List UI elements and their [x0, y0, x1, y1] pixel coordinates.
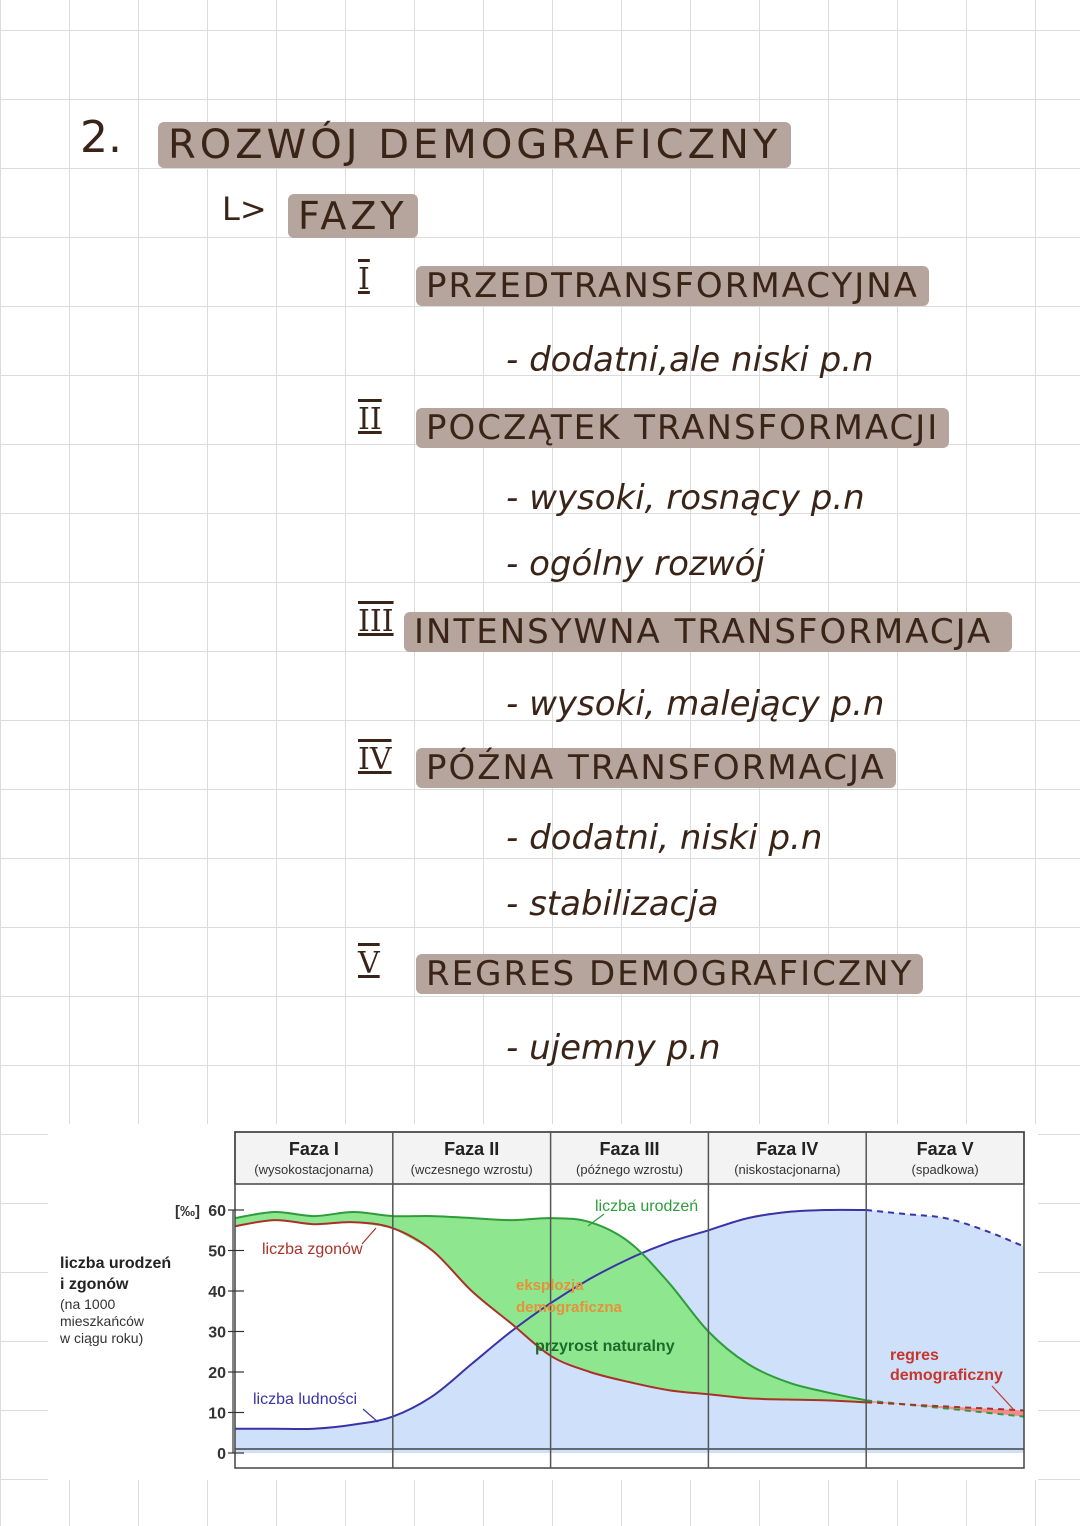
phase-4-item-1: - dodatni, niski p.n: [506, 818, 823, 858]
y-tick-label: 40: [208, 1284, 226, 1301]
phase-2-item-2: - ogólny rozwój: [506, 544, 765, 584]
phase-sublabel: (niskostacjonarna): [734, 1162, 841, 1177]
y-axis-title-line2: i zgonów: [60, 1276, 129, 1293]
phase-sublabel: (wczesnego wzrostu): [410, 1162, 533, 1177]
page-title: ROZWÓJ DEMOGRAFICZNY: [158, 122, 791, 168]
phase-4-numeral: IV: [358, 742, 392, 777]
explosion-label-line1: eksplozja: [516, 1277, 584, 1294]
phase-1-item-1: - dodatni,ale niski p.n: [506, 340, 874, 380]
phase-4-title: PÓŹNA TRANSFORMACJA: [416, 748, 896, 788]
phase-2-numeral: II: [358, 402, 382, 437]
phase-sublabel: (spadkowa): [911, 1162, 979, 1177]
phase-5-title: REGRES DEMOGRAFICZNY: [416, 954, 923, 994]
phase-label: Faza II: [444, 1139, 500, 1159]
y-axis-subtitle: (na 1000: [60, 1296, 116, 1312]
demographic-transition-chart: [48, 1124, 1038, 1480]
phase-1-title: PRZEDTRANSFORMACYJNA: [416, 266, 929, 306]
phase-label: Faza III: [599, 1139, 660, 1159]
y-unit-label: [‰]: [175, 1203, 200, 1220]
phase-sublabel: (wysokostacjonarna): [254, 1162, 374, 1177]
y-tick-label: 30: [208, 1324, 226, 1342]
y-tick-label: 10: [208, 1405, 226, 1423]
y-axis-title-line1: liczba urodzeń: [60, 1255, 172, 1272]
phase-3-item-1: - wysoki, malejący p.n: [506, 684, 885, 724]
deaths-label: liczba zgonów: [262, 1241, 363, 1258]
phase-5-numeral: V: [358, 946, 380, 981]
regress-label-line2: demograficzny: [890, 1367, 1003, 1384]
population-pointer: [363, 1409, 378, 1422]
phase-sublabel: (późnego wzrostu): [576, 1162, 683, 1177]
phase-label: Faza IV: [756, 1139, 819, 1159]
y-tick-label: 0: [217, 1446, 226, 1463]
section-number: 2.: [80, 112, 122, 163]
regress-label-line1: regres: [890, 1347, 939, 1364]
y-tick-label: 20: [208, 1365, 226, 1382]
arrow-icon: L>: [222, 190, 267, 228]
y-tick-label: 60: [208, 1203, 226, 1220]
population-label: liczba ludności: [253, 1391, 358, 1408]
deaths-pointer: [362, 1228, 376, 1244]
phase-2-item-1: - wysoki, rosnący p.n: [506, 478, 865, 518]
phase-label: Faza I: [288, 1139, 339, 1159]
births-label: liczba urodzeń: [595, 1198, 699, 1215]
phase-1-numeral: I: [358, 262, 370, 297]
phase-3-title: INTENSYWNA TRANSFORMACJA: [404, 612, 1012, 652]
explosion-label-line2: demograficzna: [516, 1299, 622, 1316]
y-tick-label: 50: [208, 1243, 226, 1261]
phase-5-item-1: - ujemny p.n: [506, 1028, 721, 1068]
phase-label: Faza V: [916, 1139, 974, 1159]
chart-svg: [48, 1124, 1038, 1480]
phase-3-numeral: III: [358, 604, 394, 639]
phase-2-title: POCZĄTEK TRANSFORMACJI: [416, 408, 949, 448]
y-axis-subtitle: w ciągu roku): [60, 1330, 144, 1346]
subtitle: FAZY: [288, 194, 418, 238]
phase-4-item-2: - stabilizacja: [506, 884, 719, 924]
natural-growth-label: przyrost naturalny: [535, 1338, 675, 1355]
y-axis-subtitle: mieszkańców: [60, 1313, 145, 1329]
